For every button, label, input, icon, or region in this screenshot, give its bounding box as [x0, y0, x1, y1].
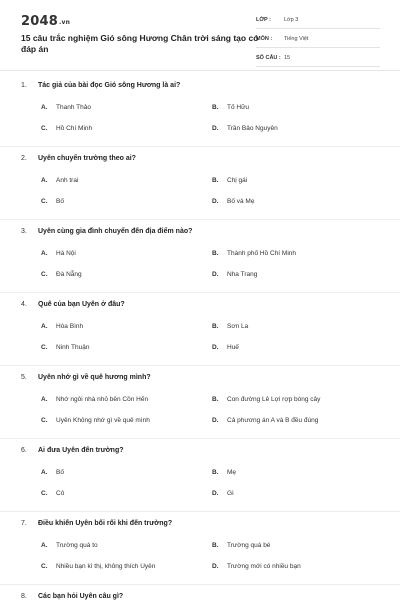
- answer-option[interactable]: [212, 250, 296, 257]
- option-text: Bố và Mẹ: [227, 198, 255, 205]
- answer-option[interactable]: [41, 563, 155, 570]
- option-text: Tố Hữu: [227, 104, 250, 111]
- answer-option[interactable]: [212, 125, 278, 132]
- option-text: Nhớ ngôi nhà nhỏ bên Cồn Hến: [56, 396, 149, 403]
- option-letter: B.: [212, 323, 219, 330]
- answer-option[interactable]: [212, 563, 301, 570]
- option-text: Bố: [56, 469, 64, 476]
- option-text: Cô: [56, 490, 65, 497]
- option-letter: B.: [212, 250, 219, 257]
- question-item: [0, 74, 400, 147]
- question-number: 5.: [21, 374, 27, 381]
- question-number: 3.: [21, 228, 27, 235]
- option-text: Thanh Thảo: [56, 104, 91, 111]
- option-text: Hồ Chí Minh: [56, 125, 93, 132]
- question-text: Các bạn hỏi Uyên câu gì?: [38, 593, 124, 600]
- option-letter: C.: [41, 490, 48, 497]
- option-text: Sơn La: [227, 323, 249, 330]
- answer-option[interactable]: [212, 417, 318, 424]
- option-text: Hòa Bình: [56, 323, 84, 330]
- option-text: Chị gái: [227, 177, 248, 184]
- option-text: Bố: [56, 198, 64, 205]
- question-number: 6.: [21, 447, 27, 454]
- meta-label: LỚP :: [256, 17, 271, 23]
- answer-option[interactable]: [212, 344, 239, 351]
- question-line: [21, 228, 192, 235]
- meta-label: MÔN :: [256, 36, 273, 42]
- answer-option[interactable]: [212, 198, 254, 205]
- option-letter: C.: [41, 563, 48, 570]
- answer-option[interactable]: [212, 177, 247, 184]
- logo-suffix-text: .vn: [58, 19, 71, 26]
- option-letter: D.: [212, 563, 219, 570]
- meta-row-subject: [256, 33, 380, 48]
- answer-option[interactable]: [41, 198, 64, 205]
- option-text: Con đường Lê Lợi rợp bóng cây: [227, 396, 321, 403]
- question-item: [0, 585, 400, 600]
- question-text: Quê của bạn Uyên ở đâu?: [38, 301, 125, 308]
- answer-option[interactable]: [212, 469, 236, 476]
- question-number: 8.: [21, 593, 27, 600]
- answer-option[interactable]: [212, 396, 320, 403]
- question-text: Uyên cùng gia đình chuyển đến địa điểm nào?: [38, 228, 193, 235]
- meta-value: Lớp 3: [284, 17, 299, 23]
- option-letter: D.: [212, 198, 219, 205]
- answer-option[interactable]: [41, 250, 76, 257]
- option-letter: A.: [41, 469, 48, 476]
- question-item: [0, 293, 400, 366]
- meta-row-count: [256, 52, 380, 67]
- question-list: [0, 74, 400, 600]
- option-letter: C.: [41, 125, 48, 132]
- logo-main-text: 2048: [21, 14, 58, 29]
- option-letter: D.: [212, 271, 219, 278]
- site-logo[interactable]: [21, 14, 70, 29]
- answer-option[interactable]: [41, 104, 91, 111]
- option-letter: A.: [41, 104, 48, 111]
- answer-option[interactable]: [41, 469, 64, 476]
- question-item: [0, 366, 400, 439]
- option-text: Trường mới có nhiều bạn: [227, 563, 301, 570]
- answer-option[interactable]: [212, 104, 249, 111]
- option-letter: A.: [41, 250, 48, 257]
- option-letter: A.: [41, 542, 48, 549]
- option-letter: A.: [41, 323, 48, 330]
- option-letter: B.: [212, 177, 219, 184]
- option-letter: A.: [41, 396, 48, 403]
- option-text: Cả phương án A và B đều đúng: [227, 417, 319, 424]
- question-text: Uyên nhớ gì về quê hương mình?: [38, 374, 151, 381]
- answer-option[interactable]: [41, 396, 148, 403]
- option-letter: C.: [41, 198, 48, 205]
- option-letter: B.: [212, 469, 219, 476]
- answer-option[interactable]: [41, 271, 82, 278]
- question-item: [0, 439, 400, 512]
- question-line: [21, 593, 123, 600]
- option-text: Mẹ: [227, 469, 237, 476]
- answer-option[interactable]: [41, 323, 83, 330]
- meta-row-grade: [256, 14, 380, 29]
- question-line: [21, 447, 124, 454]
- answer-option[interactable]: [41, 177, 78, 184]
- question-line: [21, 301, 125, 308]
- answer-option[interactable]: [212, 271, 257, 278]
- question-number: 1.: [21, 82, 27, 89]
- option-text: Anh trai: [56, 177, 79, 184]
- document-title: 15 câu trắc nghiệm Gió sông Hương Chân trời sáng tạo có đáp án: [21, 33, 259, 54]
- option-letter: A.: [41, 177, 48, 184]
- question-number: 7.: [21, 520, 27, 527]
- option-text: Trường quá bé: [227, 542, 271, 549]
- option-letter: C.: [41, 344, 48, 351]
- option-letter: B.: [212, 542, 219, 549]
- header-divider: [0, 70, 400, 71]
- answer-option[interactable]: [212, 490, 234, 497]
- question-number: 4.: [21, 301, 27, 308]
- answer-option[interactable]: [41, 490, 64, 497]
- answer-option[interactable]: [212, 323, 248, 330]
- option-letter: D.: [212, 344, 219, 351]
- question-item: [0, 220, 400, 293]
- page-header: [0, 0, 400, 66]
- question-line: [21, 374, 151, 381]
- option-text: Hà Nội: [56, 250, 76, 257]
- answer-option[interactable]: [41, 542, 98, 549]
- question-item: [0, 147, 400, 220]
- option-text: Gì: [227, 490, 234, 497]
- option-letter: D.: [212, 417, 219, 424]
- question-line: [21, 155, 136, 162]
- question-text: Uyên chuyển trường theo ai?: [38, 155, 136, 162]
- question-text: Ai đưa Uyên đến trường?: [38, 447, 124, 454]
- question-line: [21, 82, 180, 89]
- option-text: Ninh Thuận: [56, 344, 90, 351]
- meta-info: [256, 14, 380, 67]
- option-letter: D.: [212, 490, 219, 497]
- answer-option[interactable]: [41, 344, 90, 351]
- question-number: 2.: [21, 155, 27, 162]
- question-text: Điều khiến Uyên bối rối khi đến trường?: [38, 520, 173, 527]
- option-text: Nhiều bạn kì thị, không thích Uyên: [56, 563, 156, 570]
- option-letter: B.: [212, 396, 219, 403]
- question-item: [0, 512, 400, 585]
- option-letter: C.: [41, 271, 48, 278]
- answer-option[interactable]: [212, 542, 270, 549]
- option-text: Nha Trang: [227, 271, 258, 278]
- meta-label: SỐ CÂU :: [256, 55, 281, 61]
- option-letter: B.: [212, 104, 219, 111]
- option-text: Uyên Không nhớ gì về quê mình: [56, 417, 150, 424]
- meta-value: 15: [284, 55, 291, 61]
- option-text: Huế: [227, 344, 239, 351]
- meta-value: Tiếng Việt: [284, 36, 309, 42]
- option-text: Trường quá to: [56, 542, 98, 549]
- option-text: Trần Bảo Nguyên: [227, 125, 278, 132]
- answer-option[interactable]: [41, 417, 150, 424]
- question-line: [21, 520, 172, 527]
- option-letter: D.: [212, 125, 219, 132]
- option-text: Đà Nẵng: [56, 271, 82, 278]
- answer-option[interactable]: [41, 125, 92, 132]
- option-text: Thành phố Hồ Chí Minh: [227, 250, 297, 257]
- question-text: Tác giả của bài đọc Gió sông Hương là ai?: [38, 82, 181, 89]
- option-letter: C.: [41, 417, 48, 424]
